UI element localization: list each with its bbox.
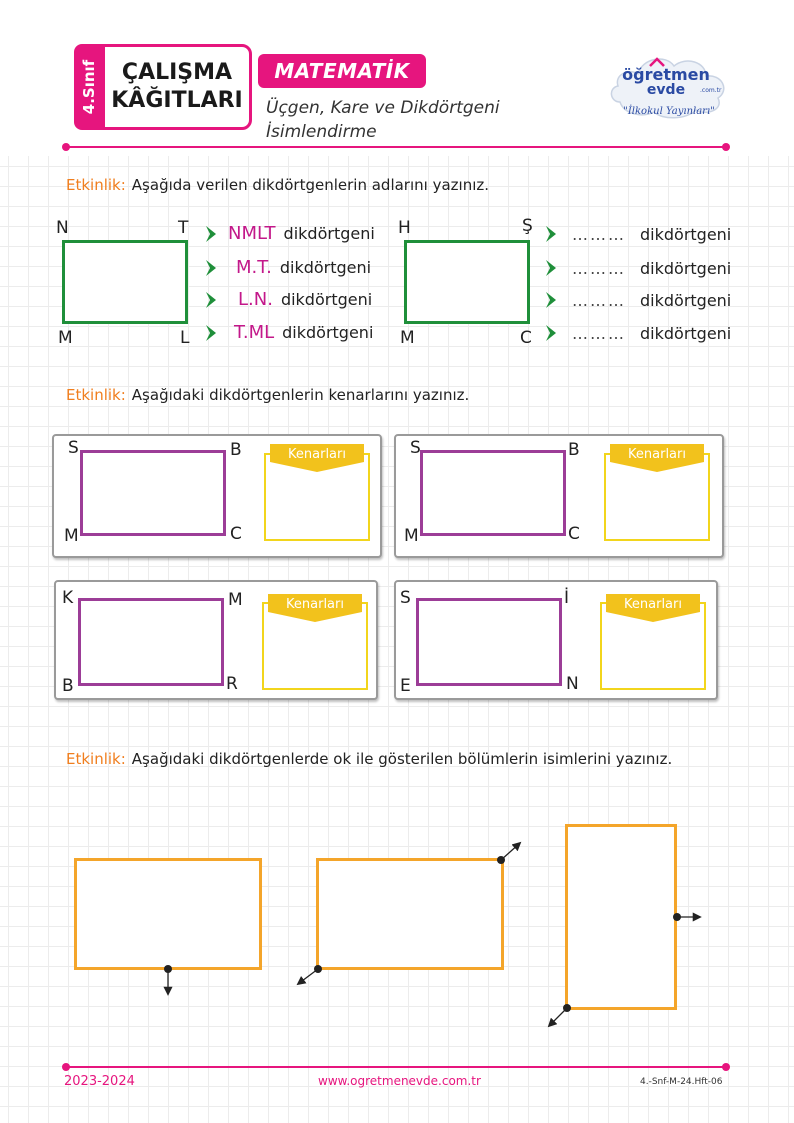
card3-vertex-br: R (226, 674, 238, 694)
footer-divider (66, 1066, 726, 1068)
bottom-side-arrow (164, 965, 172, 994)
rect2-vertex-tl: H (398, 218, 411, 238)
rect1-vertex-tr: T (178, 218, 189, 238)
card3-vertex-bl: B (62, 676, 74, 696)
title-line-1: ÇALIŞMA (121, 60, 233, 85)
card3-box-title: Kenarları (286, 597, 344, 612)
activity3-instruction: Aşağıdaki dikdörtgenlerde ok ile gösterilen bölümlerin isimlerini yazınız. (131, 750, 673, 768)
logo-tagline: "İlkokul Yayınları" (623, 106, 715, 117)
rect2-row-3-blank: ……… (572, 291, 626, 310)
logo-word-2: evde (646, 82, 686, 98)
card4-vertex-tr: İ (564, 588, 570, 608)
card3-vertex-tl: K (62, 588, 74, 608)
activity1-label: Etkinlik: (66, 176, 126, 194)
rect1-row-4-suffix: dikdörtgeni (282, 323, 374, 342)
title-line-2: KÂĞITLARI (111, 88, 243, 113)
subject-badge: MATEMATİK (258, 54, 426, 88)
footer-year: 2023-2024 (64, 1074, 135, 1089)
logo-domain: .com.tr (700, 87, 722, 94)
rect1-row-3-suffix: dikdörtgeni (280, 290, 373, 309)
card3-vertex-tr: M (228, 590, 243, 610)
rect1-row-1-answer: NMLT (228, 223, 276, 244)
card1-vertex-br: C (230, 524, 242, 544)
footer-website[interactable]: www.ogretmenevde.com.tr (318, 1074, 481, 1088)
corner-top-right-arrow (497, 843, 520, 864)
card4-box-title: Kenarları (624, 597, 682, 612)
footer-divider-dot-left (62, 1063, 70, 1071)
rect2-vertex-tr: Ş (522, 216, 533, 236)
logo-word-1: öğretmen (622, 65, 710, 84)
rect1-row-2-answer: M.T. (236, 257, 272, 278)
card2-vertex-tr: B (568, 440, 580, 460)
card4-vertex-bl: E (400, 676, 411, 696)
rect1-vertex-bl: M (58, 328, 73, 348)
card1-vertex-bl: M (64, 526, 79, 546)
activity3-label: Etkinlik: (66, 750, 126, 768)
grade-label: 4.Sınıf (80, 59, 98, 115)
rect1-vertex-tl: N (56, 218, 69, 238)
topic-line-1: Üçgen, Kare ve Dikdörtgeni (266, 98, 500, 118)
card2-vertex-br: C (568, 524, 580, 544)
footer-divider-dot-right (722, 1063, 730, 1071)
rect2-vertex-br: C (520, 328, 532, 348)
corner-bottom-left-arrow-2 (549, 1004, 571, 1026)
rect1-row-3-answer: L.N. (238, 289, 273, 310)
rect1-row-2-suffix: dikdörtgeni (279, 258, 372, 277)
card2-vertex-tl: S (410, 438, 421, 458)
card4-vertex-tl: S (400, 588, 411, 608)
card1-box-title: Kenarları (288, 447, 346, 462)
rect2-row-2-suffix: dikdörtgeni (640, 259, 732, 278)
topic-line-2: İsimlendirme (266, 122, 377, 142)
right-side-arrow (673, 913, 700, 921)
card1-vertex-tr: B (230, 440, 242, 460)
rect2-row-3-suffix: dikdörtgeni (640, 291, 732, 310)
activity2-label: Etkinlik: (66, 386, 126, 404)
rect2-vertex-bl: M (400, 328, 415, 348)
card2-vertex-bl: M (404, 526, 419, 546)
card4-vertex-br: N (566, 674, 579, 694)
rect2-row-4-blank: ……… (572, 324, 626, 343)
rect2-row-1-blank: ……… (572, 225, 626, 244)
activity1-instruction: Aşağıda verilen dikdörtgenlerin adlarını yazınız. (131, 176, 490, 194)
rect2-row-2-blank: ……… (572, 259, 626, 278)
rect1-vertex-br: L (180, 328, 190, 348)
rect2-row-1-suffix: dikdörtgeni (640, 225, 732, 244)
rect2-row-4-suffix: dikdörtgeni (640, 324, 732, 343)
rect1-row-4-answer: T.ML (234, 322, 275, 343)
card2-box-title: Kenarları (628, 447, 686, 462)
card1-vertex-tl: S (68, 438, 79, 458)
activity2-instruction: Aşağıdaki dikdörtgenlerin kenarlarını yazınız. (131, 386, 470, 404)
rect1-row-1-suffix: dikdörtgeni (283, 224, 375, 243)
corner-bottom-left-arrow (298, 965, 322, 984)
footer-code: 4.-Snf-M-24.Hft-06 (640, 1077, 723, 1087)
